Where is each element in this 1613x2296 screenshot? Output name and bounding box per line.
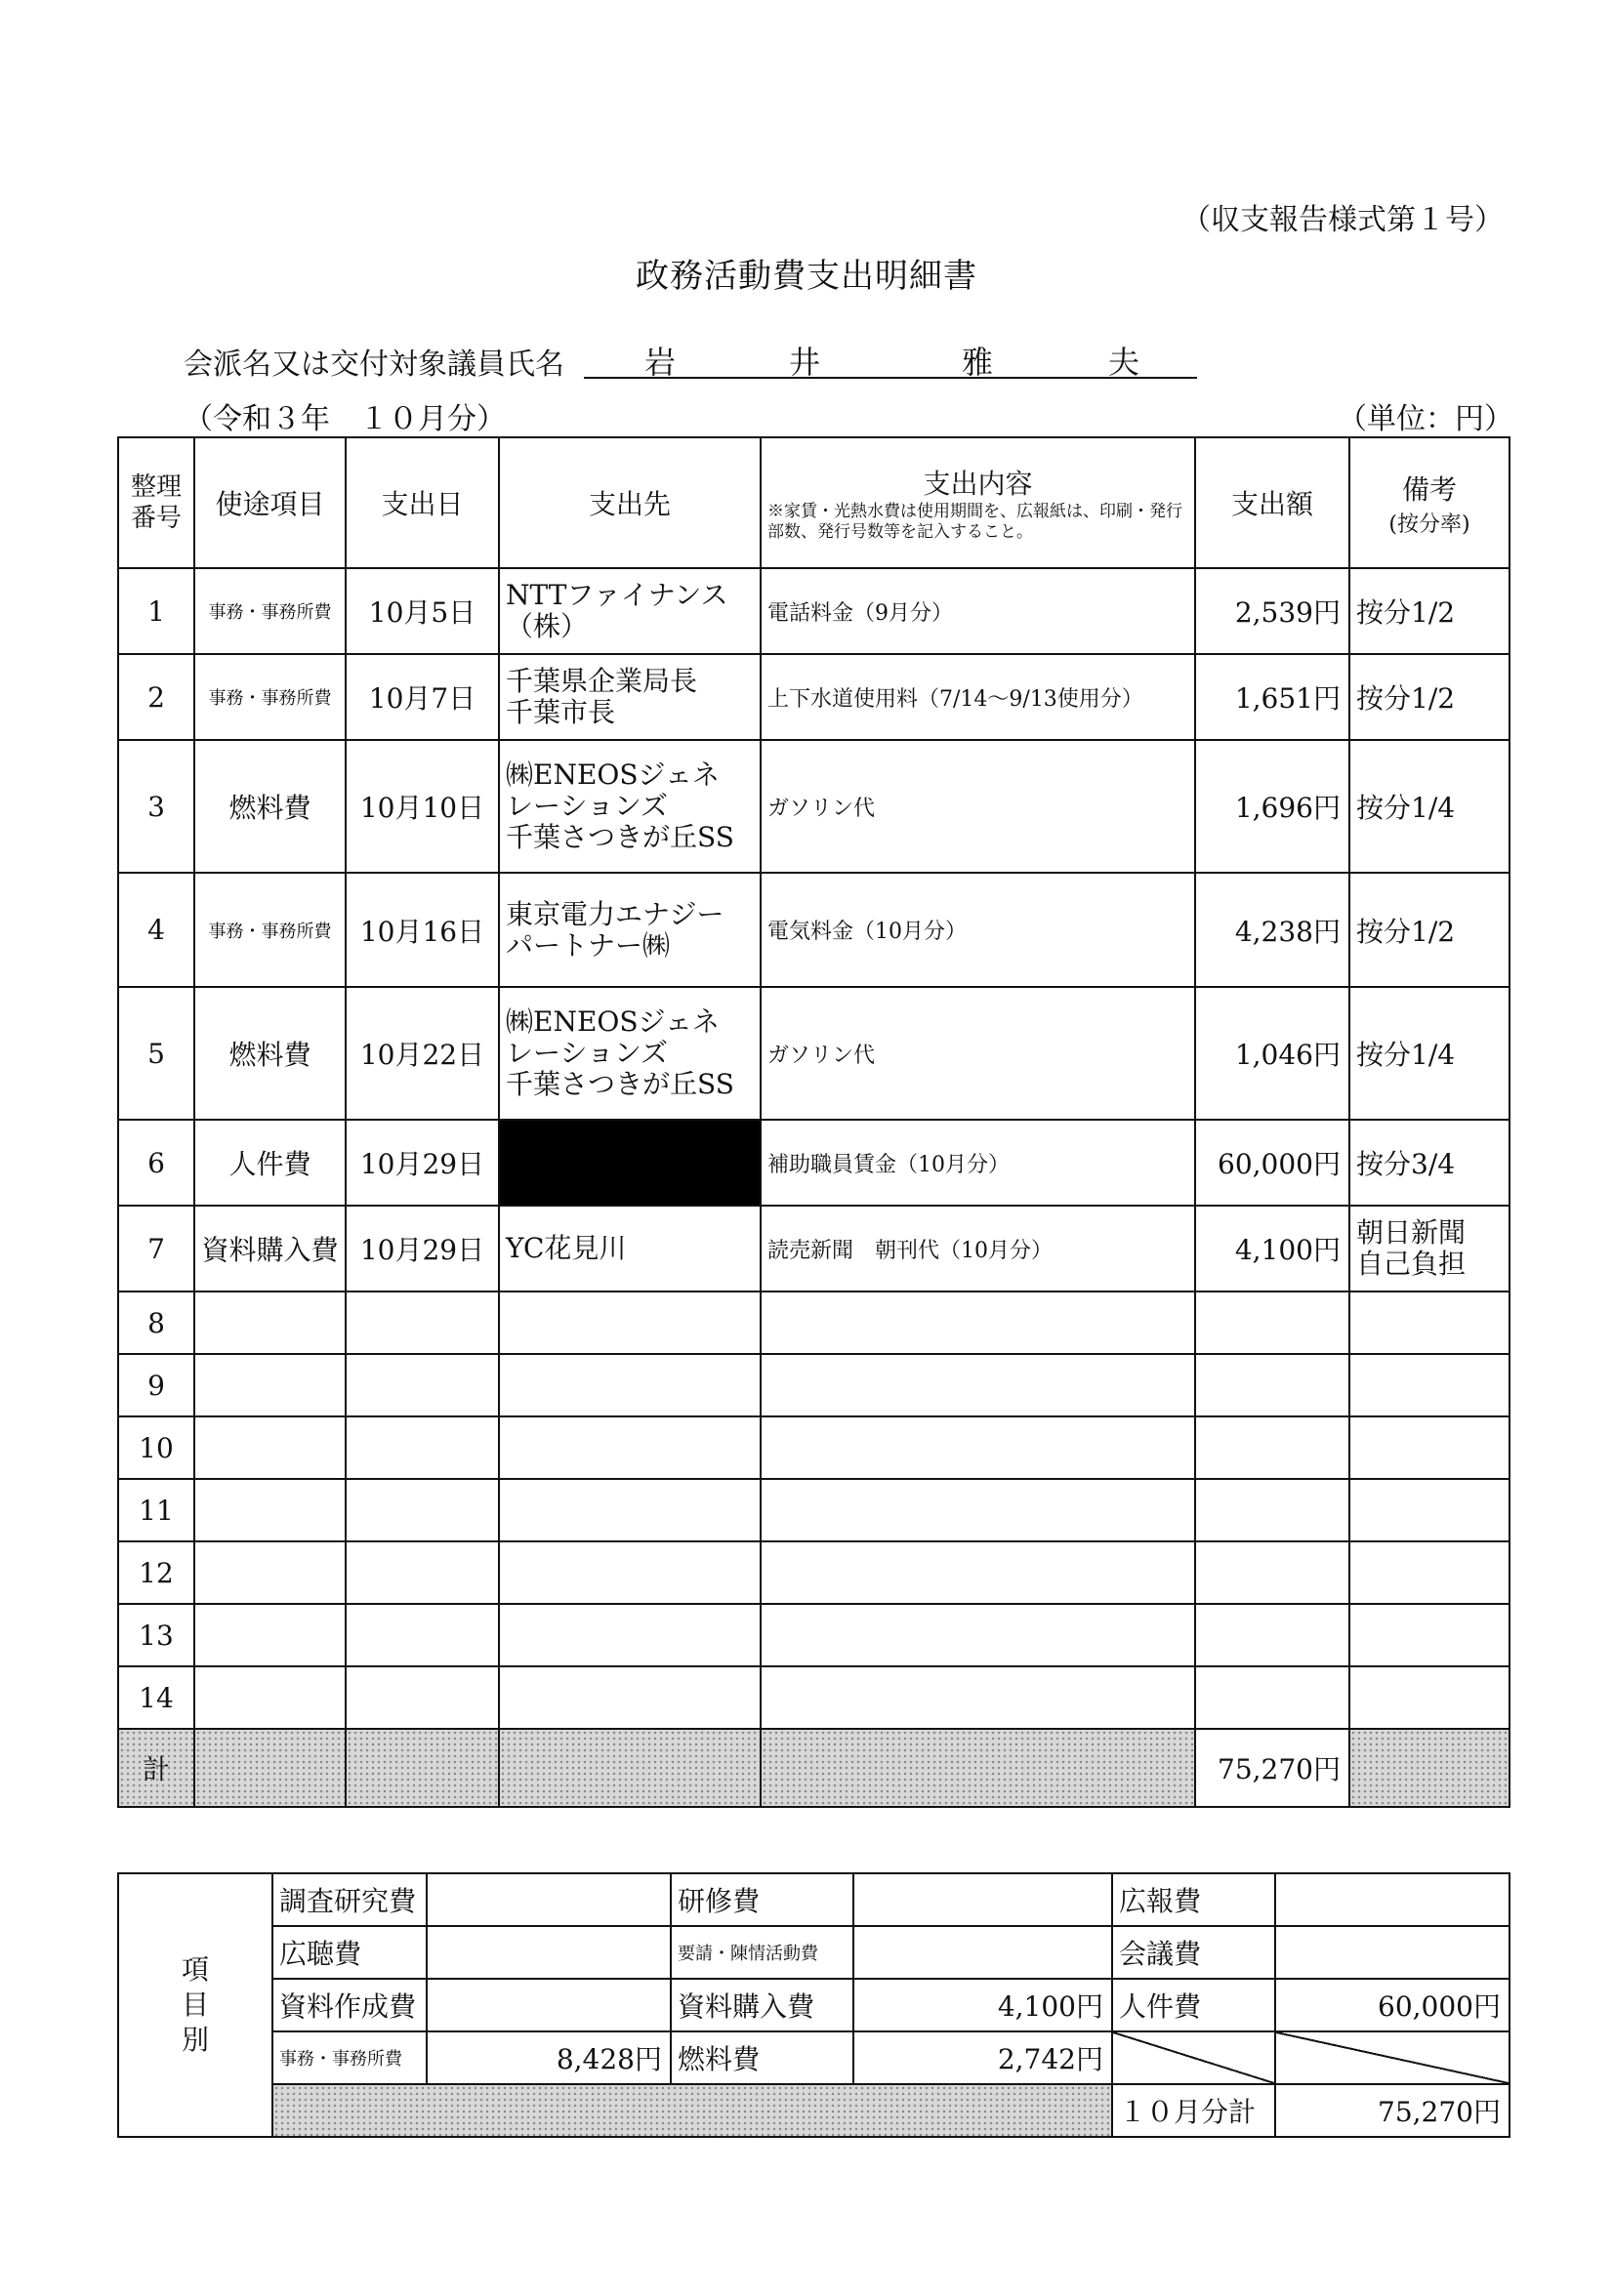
row-payee: 千葉県企業局長 千葉市長	[499, 654, 761, 740]
row-item: 燃料費	[194, 987, 346, 1120]
table-row	[118, 1206, 1510, 1292]
row-amount: 1,651円	[1195, 654, 1349, 740]
header-no: 整理番号	[118, 437, 194, 568]
member-name-char: 井	[789, 344, 821, 381]
summary-row	[118, 1873, 1510, 1926]
form-number: （収支報告様式第１号）	[1181, 203, 1504, 237]
row-payee: NTTファイナンス （株）	[499, 568, 761, 654]
row-no: 7	[118, 1206, 194, 1292]
row-content: 電気料金（10月分）	[761, 873, 1195, 987]
row-content: ガソリン代	[761, 740, 1195, 873]
row-no: 4	[118, 873, 194, 987]
row-amount: 4,100円	[1195, 1206, 1349, 1292]
row-no: 10	[118, 1416, 194, 1479]
table-row-empty	[118, 1416, 1510, 1479]
header-payee: 支出先	[499, 437, 761, 568]
table-row-empty	[118, 1541, 1510, 1604]
summary-label: 事務・事務所費	[272, 2031, 427, 2084]
table-row	[118, 987, 1510, 1120]
row-item: 人件費	[194, 1120, 346, 1206]
header-content-title: 支出内容	[923, 468, 1033, 500]
summary-total-value: 75,270円	[1275, 2084, 1510, 2137]
row-no: 2	[118, 654, 194, 740]
row-date: 10月22日	[346, 987, 499, 1120]
row-item: 燃料費	[194, 740, 346, 873]
header-remarks-title: 備考	[1401, 472, 1457, 506]
row-no: 12	[118, 1541, 194, 1604]
row-remarks: 朝日新聞 自己負担	[1349, 1206, 1510, 1292]
diagonal-strike	[1112, 2031, 1275, 2084]
table-row-empty	[118, 1354, 1510, 1416]
header-date: 支出日	[346, 437, 499, 568]
table-row	[118, 1120, 1510, 1206]
row-item: 事務・事務所費	[194, 873, 346, 987]
header-item: 使途項目	[194, 437, 346, 568]
row-payee: 東京電力エナジー パートナー㈱	[499, 873, 761, 987]
row-content: 読売新聞 朝刊代（10月分）	[761, 1206, 1195, 1292]
row-date: 10月29日	[346, 1206, 499, 1292]
row-amount: 1,696円	[1195, 740, 1349, 873]
row-no: 5	[118, 987, 194, 1120]
row-amount: 60,000円	[1195, 1120, 1349, 1206]
summary-value: 8,428円	[427, 2031, 671, 2084]
category-summary-table	[117, 1872, 1510, 2138]
row-remarks: 按分3/4	[1349, 1120, 1510, 1206]
member-label: 会派名又は交付対象議員氏名	[184, 348, 564, 382]
member-name-char: 雅	[962, 344, 994, 381]
total-amount: 75,270円	[1195, 1729, 1349, 1807]
report-period: （令和３年 １０月分）	[184, 402, 506, 436]
member-name-char: 岩	[644, 344, 677, 381]
row-no: 1	[118, 568, 194, 654]
row-payee: ㈱ENEOSジェネ レーションズ 千葉さつきが丘SS	[499, 740, 761, 873]
table-row-empty	[118, 1292, 1510, 1354]
unit-label: （単位：円）	[1338, 402, 1513, 436]
row-no: 6	[118, 1120, 194, 1206]
row-no: 11	[118, 1479, 194, 1541]
summary-side-label: 項 目 別	[118, 1873, 272, 2137]
row-amount: 4,238円	[1195, 873, 1349, 987]
redacted-payee	[499, 1120, 761, 1206]
row-amount: 2,539円	[1195, 568, 1349, 654]
name-underline	[584, 377, 1197, 379]
table-row-empty	[118, 1666, 1510, 1729]
table-row	[118, 740, 1510, 873]
summary-value: 2,742円	[853, 2031, 1112, 2084]
summary-total-label: １０月分計	[1112, 2084, 1275, 2137]
header-content	[761, 437, 1195, 568]
row-date: 10月29日	[346, 1120, 499, 1206]
total-row	[118, 1729, 1510, 1807]
row-no: 3	[118, 740, 194, 873]
row-no: 9	[118, 1354, 194, 1416]
expense-table	[117, 436, 1510, 1808]
summary-value: 60,000円	[1275, 1979, 1510, 2031]
row-item: 資料購入費	[194, 1206, 346, 1292]
summary-label: 資料購入費	[671, 1979, 853, 2031]
header-amount: 支出額	[1195, 437, 1349, 568]
row-remarks: 按分1/4	[1349, 987, 1510, 1120]
summary-value: 4,100円	[853, 1979, 1112, 2031]
row-item: 事務・事務所費	[194, 568, 346, 654]
row-date: 10月5日	[346, 568, 499, 654]
row-amount: 1,046円	[1195, 987, 1349, 1120]
row-no: 13	[118, 1604, 194, 1666]
summary-label: 人件費	[1112, 1979, 1275, 2031]
header-row	[118, 437, 1510, 568]
header-content-note: ※家賃・光熱水費は使用期間を、広報紙は、印刷・発行部数、発行号数等を記入すること。	[767, 502, 1182, 542]
row-date: 10月16日	[346, 873, 499, 987]
row-no: 8	[118, 1292, 194, 1354]
summary-label: 調査研究費	[272, 1873, 427, 1926]
row-content: 電話料金（9月分）	[761, 568, 1195, 654]
row-remarks: 按分1/4	[1349, 740, 1510, 873]
row-payee: YC花見川	[499, 1206, 761, 1292]
shaded-area	[272, 2084, 1112, 2137]
summary-label: 会議費	[1112, 1926, 1275, 1979]
row-date: 10月7日	[346, 654, 499, 740]
row-item: 事務・事務所費	[194, 654, 346, 740]
header-remarks-sub: (按分率)	[1388, 512, 1470, 537]
summary-row	[118, 1979, 1510, 2031]
row-content: ガソリン代	[761, 987, 1195, 1120]
table-row-empty	[118, 1604, 1510, 1666]
header-remarks	[1349, 437, 1510, 568]
row-remarks: 按分1/2	[1349, 873, 1510, 987]
summary-row	[118, 2031, 1510, 2084]
total-label: 計	[118, 1729, 194, 1807]
summary-row	[118, 2084, 1510, 2137]
member-name-char: 夫	[1108, 344, 1140, 381]
summary-label: 広聴費	[272, 1926, 427, 1979]
row-content: 補助職員賃金（10月分）	[761, 1120, 1195, 1206]
row-remarks: 按分1/2	[1349, 654, 1510, 740]
summary-label: 燃料費	[671, 2031, 853, 2084]
table-row	[118, 654, 1510, 740]
row-date: 10月10日	[346, 740, 499, 873]
table-row-empty	[118, 1479, 1510, 1541]
summary-label: 資料作成費	[272, 1979, 427, 2031]
summary-label: 要請・陳情活動費	[671, 1926, 853, 1979]
row-no: 14	[118, 1666, 194, 1729]
row-payee: ㈱ENEOSジェネ レーションズ 千葉さつきが丘SS	[499, 987, 761, 1120]
summary-label: 研修費	[671, 1873, 853, 1926]
summary-row	[118, 1926, 1510, 1979]
page-title: 政務活動費支出明細書	[636, 257, 977, 296]
diagonal-strike	[1275, 2031, 1510, 2084]
row-content: 上下水道使用料（7/14～9/13使用分）	[761, 654, 1195, 740]
table-row	[118, 873, 1510, 987]
table-row	[118, 568, 1510, 654]
row-remarks: 按分1/2	[1349, 568, 1510, 654]
summary-label: 広報費	[1112, 1873, 1275, 1926]
